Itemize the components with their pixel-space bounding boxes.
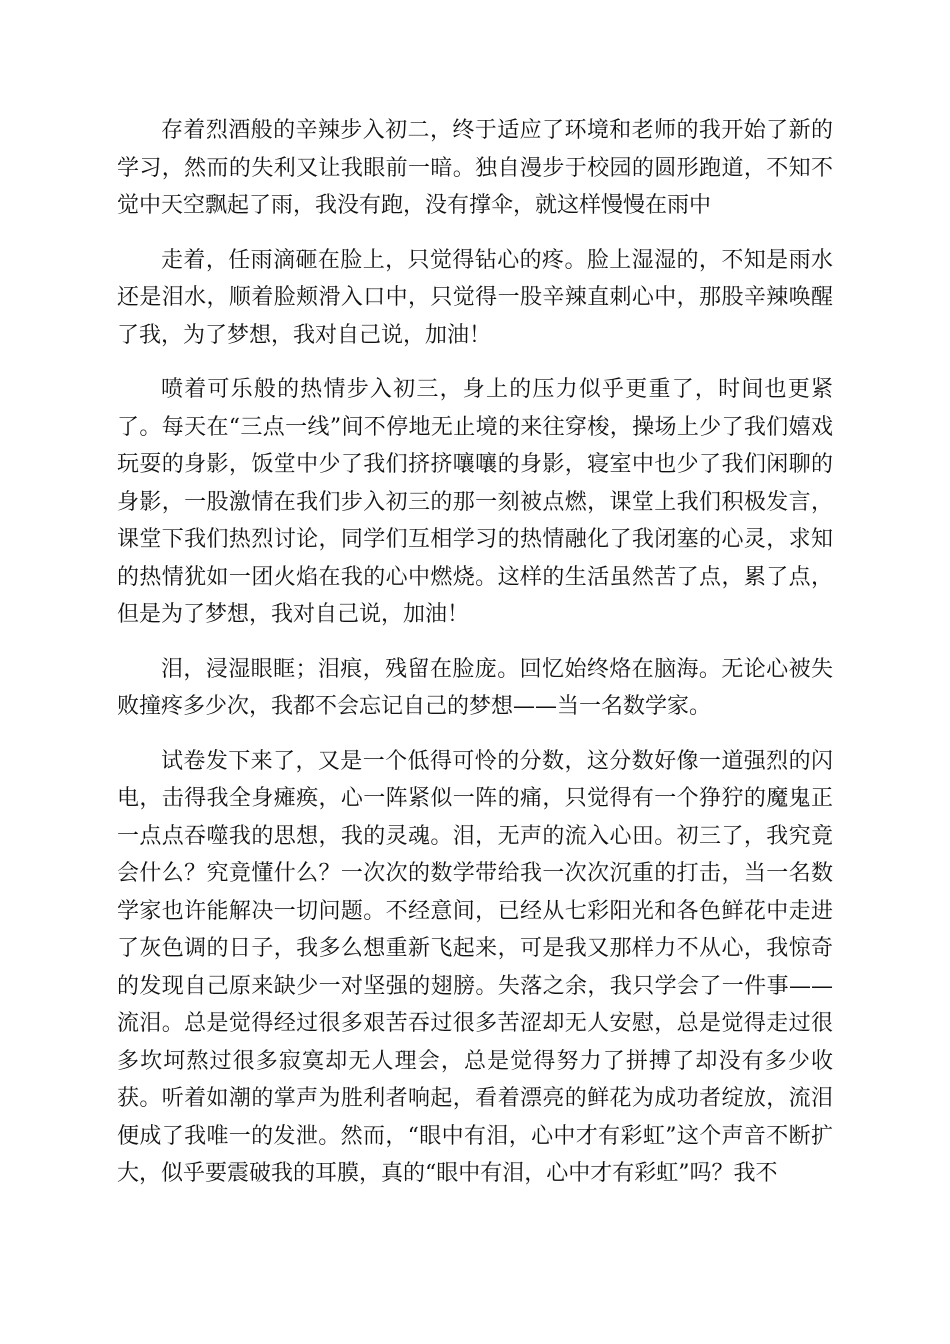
paragraph-4: 泪，浸湿眼眶；泪痕，残留在脸庞。回忆始终烙在脑海。无论心被失败撞疼多少次，我都不会忘记自己的梦想——当一名数学家。 (117, 656, 833, 719)
document-body (117, 112, 833, 1193)
paragraph-5: 试卷发下来了，又是一个低得可怜的分数，这分数好像一道强烈的闪电，击得我全身瘫痪，心一阵紧似一阵的痛，只觉得有一个狰狞的魔鬼正一点点吞噬我的思想，我的灵魂。泪，无声的流入心田。初三了，我究竟会什么？究竟懂什么？一次次的数学带给我一次次沉重的打击，当一名数学家也许能解决一切问题。不经意间，已经从七彩阳光和各色鲜花中走进了灰色调的日子，我多么想重新飞起来，可是我又那样力不从心，我惊奇的发现自己原来缺少一对坚强的翅膀。失落之余，我只学会了一件事——流泪。总是觉得经过很多艰苦吞过很多苦涩却无人安慰，总是觉得走过很多坎坷熬过很多寂寞却无人理会，总是觉得努力了拼搏了却没有多少收获。听着如潮的掌声为胜利者响起，看着漂亮的鲜花为成功者绽放，流泪便成了我唯一的发泄。然而，“眼中有泪，心中才有彩虹”这个声音不断扩大，似乎要震破我的耳膜，真的“眼中有泪，心中才有彩虹”吗？我不 (117, 748, 833, 1186)
paragraph-2: 走着，任雨滴砸在脸上，只觉得钻心的疼。脸上湿湿的，不知是雨水还是泪水，顺着脸颊滑入口中，只觉得一股辛辣直刺心中，那股辛辣唤醒了我，为了梦想，我对自己说，加油！ (117, 247, 833, 348)
paragraph-1: 存着烈酒般的辛辣步入初二，终于适应了环境和老师的我开始了新的学习，然而的失利又让我眼前一暗。独自漫步于校园的圆形跑道，不知不觉中天空飘起了雨，我没有跑，没有撑伞，就这样慢慢在雨中 (117, 118, 833, 218)
paragraph-3: 喷着可乐般的热情步入初三，身上的压力似乎更重了，时间也更紧了。每天在“三点一线”间不停地无止境的来往穿梭，操场上少了我们嬉戏玩耍的身影，饭堂中少了我们挤挤嚷嚷的身影，寝室中也少了我们闲聊的身影，一股激情在我们步入初三的那一刻被点燃，课堂上我们积极发言，课堂下我们热烈讨论，同学们互相学习的热情融化了我闭塞的心灵，求知的热情犹如一团火焰在我的心中燃烧。这样的生活虽然苦了点，累了点，但是为了梦想，我对自己说，加油！ (117, 377, 833, 627)
